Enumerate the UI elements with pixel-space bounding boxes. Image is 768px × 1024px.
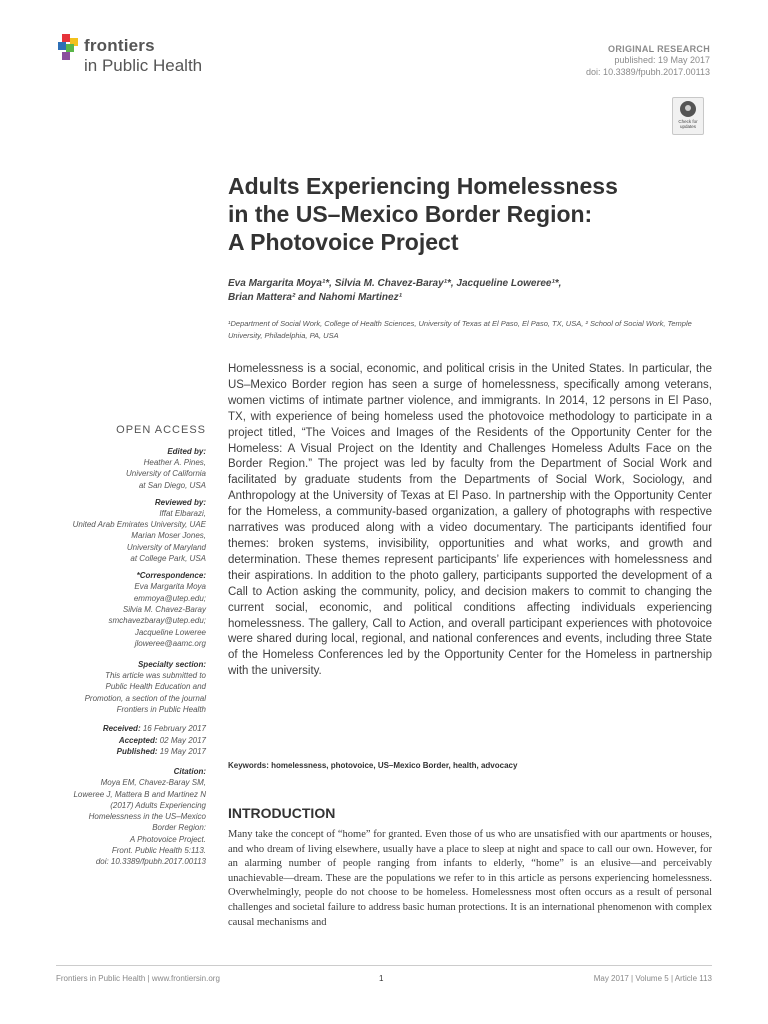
published-date: published: 19 May 2017 — [614, 55, 710, 65]
correspondence-label: *Correspondence: — [136, 571, 206, 581]
edited-by-label: Edited by: — [167, 447, 206, 456]
received-date: Received: 16 February 2017 — [102, 724, 206, 734]
check-updates-icon — [680, 101, 696, 117]
footer-divider — [56, 965, 712, 966]
reviewer-line[interactable]: Marian Moser Jones, — [131, 531, 206, 541]
article-sidebar — [50, 424, 206, 868]
page-number: 1 — [379, 974, 384, 983]
specialty-line: This article was submitted to — [105, 671, 206, 681]
title-line-3: A Photovoice Project — [228, 229, 459, 255]
article-dates — [50, 723, 206, 757]
published-date-sidebar: Published: 19 May 2017 — [116, 746, 206, 756]
citation-line: Homelessness in the US–Mexico — [88, 812, 206, 822]
citation-label: Citation: — [173, 767, 206, 777]
check-updates-label: Check for updates — [678, 119, 698, 129]
footer-journal-link[interactable]: Frontiers in Public Health | www.frontiersin.org — [56, 974, 220, 983]
article-type: ORIGINAL RESEARCH — [608, 44, 710, 54]
footer-issue-info: May 2017 | Volume 5 | Article 113 — [593, 974, 712, 983]
citation-line: Moya EM, Chavez-Baray SM, — [100, 778, 206, 788]
author-list — [228, 277, 708, 305]
brand-name: frontiers — [84, 36, 155, 55]
editor-line: at San Diego, USA — [138, 480, 206, 490]
introduction-paragraph: Many take the concept of “home” for granted. Even those of us who are unsatisfied with our apartments or houses, and who dream of living elsewhere, usually have a place to sleep at night and space to call our own. However, for an alarming number of people ranging from infants to elderly, “home” is an elusive—and perceivably unachievable—dream. These are the populations we refer to in this article as persons experiencing homelessness. Overwhelmingly, people do not choose to be homeless. Homelessness most often occurs as a result of personal challenges and societal failure to address basic human protections. It is an international phenomenon with complex causal mechanisms and — [228, 829, 712, 928]
specialty-section-label: Specialty section: — [137, 660, 206, 670]
affiliations: ¹Department of Social Work, College of Health Sciences, University of Texas at El Paso, El Paso, TX, USA, ² School of Social Work, Temple University, Philadelphia, PA, USA — [228, 319, 692, 340]
keywords: Keywords: homelessness, photovoice, US–Mexico Border, health, advocacy — [228, 761, 518, 770]
authors-line-1[interactable]: Eva Margarita Moya¹*, Silvia M. Chavez-Baray¹*, Jacqueline Loweree¹*, — [228, 278, 562, 289]
citation-line: Front. Public Health 5:113. — [111, 846, 206, 856]
abstract: Homelessness is a social, economic, and political crisis in the United States. In particular, the US–Mexico Border region has seen a surge of homelessness, specifically among veterans, women victims of intimate partner violence, and immigrants. In 2014, 12 persons in El Paso, TX, with experience of being homeless used the photovoice methodology to participate in a project titled, “The Voices and Images of the Residents of the Opportunity Center for the Homeless: A Visual Project on the Identity and Challenges Homeless Adults Face on the Border Region.” The project was led by faculty from the Department of Social Work and facilitated by graduate students from the Departments of Social Work, Sociology, and Anthropology at the University of Texas at El Paso. In partnership with the Opportunity Center for the Homeless, a community-based organization, a gallery of photographs with respective narratives was produced along with a video documentary. The participants identified four themes: broken systems, invisibility, opportunities and what works, and growth and determination. These themes represent participants’ life experiences with homelessness and their aspirations. In addition to the photo gallery, participants supported the development of a Call to Action asking the community, policy, and decision makers to commit to changing the current social, economic, and political conditions affecting individuals experiencing homelessness. The gallery, Call to Action, and overall participant experiences with photovoice were shared during local, regional, and national conferences and events, including three State of the Homeless Conferences led by the Opportunity Center for the Homeless in partnership with the university. — [228, 363, 712, 678]
check-for-updates-button[interactable] — [672, 97, 704, 135]
open-access-label: OPEN ACCESS — [116, 424, 206, 436]
journal-logo[interactable] — [56, 34, 256, 82]
frontiers-logo-icon — [56, 34, 82, 64]
citation-line: Border Region: — [152, 823, 206, 833]
citation-line: A Photovoice Project. — [129, 834, 206, 844]
specialty-line: Public Health Education and — [105, 682, 206, 692]
editor-line: University of California — [125, 469, 206, 479]
correspondence-email[interactable]: jloweree@aamc.org — [134, 638, 206, 648]
correspondence-line: Eva Margarita Moya — [134, 582, 206, 592]
reviewer-line: at College Park, USA — [130, 554, 206, 564]
reviewer-line: University of Maryland — [126, 542, 206, 552]
specialty-line: Promotion, a section of the journal — [84, 693, 206, 703]
article-meta-header — [450, 44, 710, 78]
citation-doi[interactable]: doi: 10.3389/fpubh.2017.00113 — [95, 857, 206, 867]
section-heading-introduction: INTRODUCTION — [228, 805, 336, 821]
article-title — [228, 172, 718, 256]
title-line-1: Adults Experiencing Homelessness — [228, 173, 618, 199]
specialty-line: Frontiers in Public Health — [116, 705, 206, 715]
doi-link[interactable]: doi: 10.3389/fpubh.2017.00113 — [586, 67, 710, 77]
correspondence-email[interactable]: smchavezbaray@utep.edu; — [108, 616, 206, 626]
accepted-date: Accepted: 02 May 2017 — [118, 735, 206, 745]
title-line-2: in the US–Mexico Border Region: — [228, 201, 593, 227]
correspondence-email[interactable]: emmoya@utep.edu; — [133, 593, 206, 603]
authors-line-2[interactable]: Brian Mattera² and Nahomi Martinez¹ — [228, 292, 402, 303]
reviewer-line[interactable]: Iffat Elbarazi, — [159, 508, 206, 518]
correspondence-line: Silvia M. Chavez-Baray — [122, 604, 206, 614]
reviewed-by-label: Reviewed by: — [154, 497, 206, 507]
brand-journal: in Public Health — [84, 56, 203, 75]
citation-line: Loweree J, Mattera B and Martinez N — [73, 789, 206, 799]
reviewer-line: United Arab Emirates University, UAE — [72, 520, 206, 530]
citation-line: (2017) Adults Experiencing — [110, 800, 206, 810]
correspondence-line: Jacqueline Loweree — [134, 627, 206, 637]
editor-line[interactable]: Heather A. Pines, — [143, 458, 206, 467]
